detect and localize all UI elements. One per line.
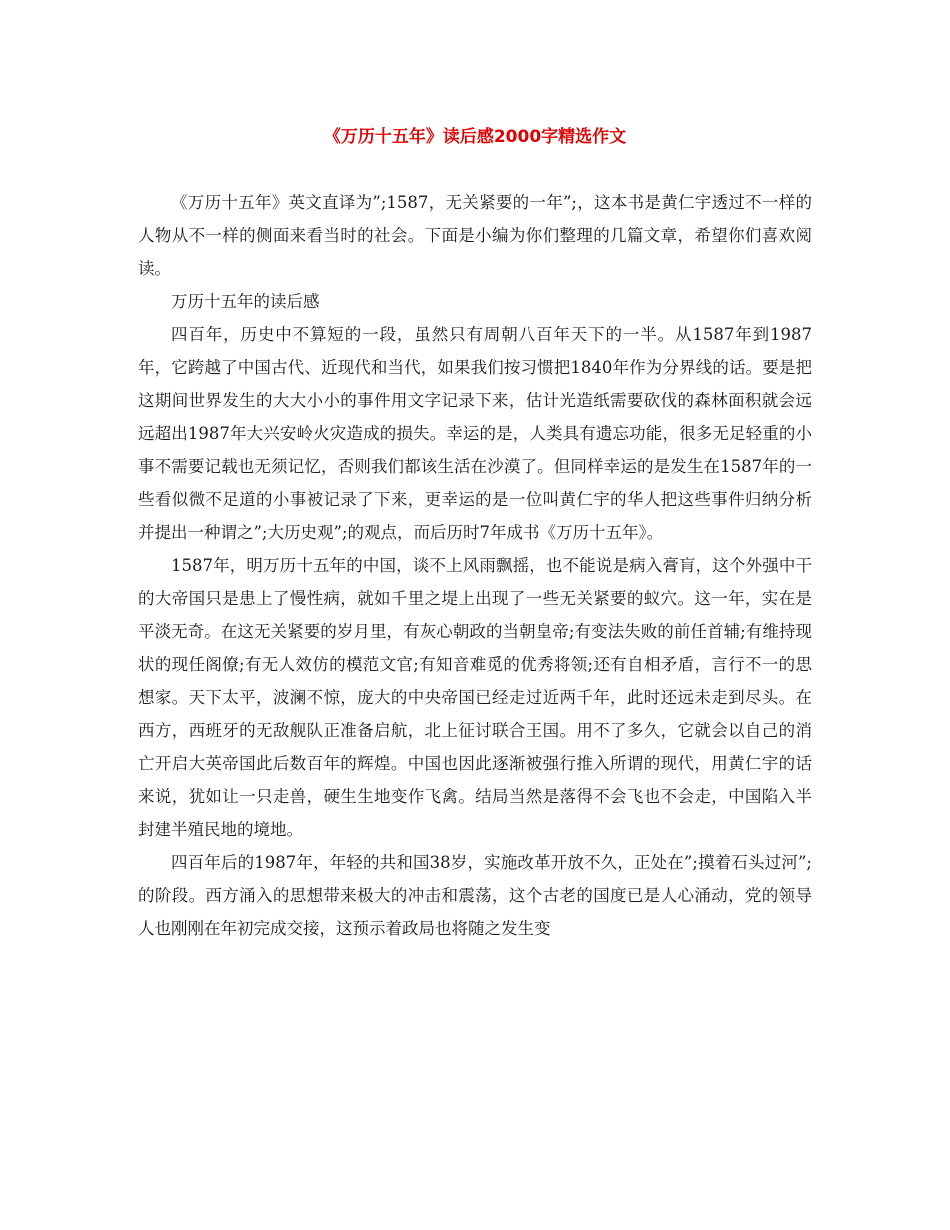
section-heading: 万历十五年的读后感 bbox=[171, 292, 320, 311]
document-title: 《万历十五年》读后感2000字精选作文 bbox=[323, 127, 627, 147]
paragraph-1587: 1587年，明万历十五年的中国，谈不上风雨飘摇，也不能说是病入膏肓，这个外强中干的大帝国只是患上了慢性病，就如千里之堤上出现了一些无关紧要的蚁穴。这一年，实在是平淡无奇。在这无关紧要的岁月里，有灰心朝政的当朝皇帝;有变法失败的前任首辅;有维持现状的现任阁僚;有无人效仿的模范文官;有知音难觅的优秀将领;还有自相矛盾，言行不一的思想家。天下太平，波澜不惊，庞大的中央帝国已经走过近两千年，此时还远未走到尽头。在西方，西班牙的无敌舰队正准备启航，北上征讨联合王国。用不了多久，它就会以自己的消亡开启大英帝国此后数百年的辉煌。中国也因此逐渐被强行推入所谓的现代，用黄仁宇的话来说，犹如让一只走兽，硬生生地变作飞禽。结局当然是落得不会飞也不会走，中国陷入半封建半殖民地的境地。 bbox=[138, 556, 812, 839]
paragraph-four-hundred-years: 四百年，历史中不算短的一段，虽然只有周朝八百年天下的一半。从1587年到1987年，它跨越了中国古代、近现代和当代，如果我们按习惯把1840年作为分界线的话。要是把这期间世界发生的大大小小的事件用文字记录下来，估计光造纸需要砍伐的森林面积就会远远超出1987年大兴安岭火灾造成的损失。幸运的是，人类具有遗忘功能，很多无足轻重的小事不需要记载也无须记忆，否则我们都该生活在沙漠了。但同样幸运的是发生在1587年的一些看似微不足道的小事被记录了下来，更幸运的是一位叫黄仁宇的华人把这些事件归纳分析并提出一种谓之”;大历史观”;的观点，而后历时7年成书《万历十五年》。 bbox=[138, 325, 812, 542]
paragraph-intro: 《万历十五年》英文直译为”;1587，无关紧要的一年”;，这本书是黄仁宇透过不一样的人物从不一样的侧面来看当时的社会。下面是小编为你们整理的几篇文章，希望你们喜欢阅读。 bbox=[138, 193, 812, 278]
document-body bbox=[138, 186, 812, 945]
paragraph-1987: 四百年后的1987年，年轻的共和国38岁，实施改革开放不久，正处在”;摸着石头过河”;的阶段。西方涌入的思想带来极大的冲击和震荡，这个古老的国度已是人心涌动，党的领导人也刚刚在年初完成交接，这预示着政局也将随之发生变 bbox=[138, 853, 812, 938]
